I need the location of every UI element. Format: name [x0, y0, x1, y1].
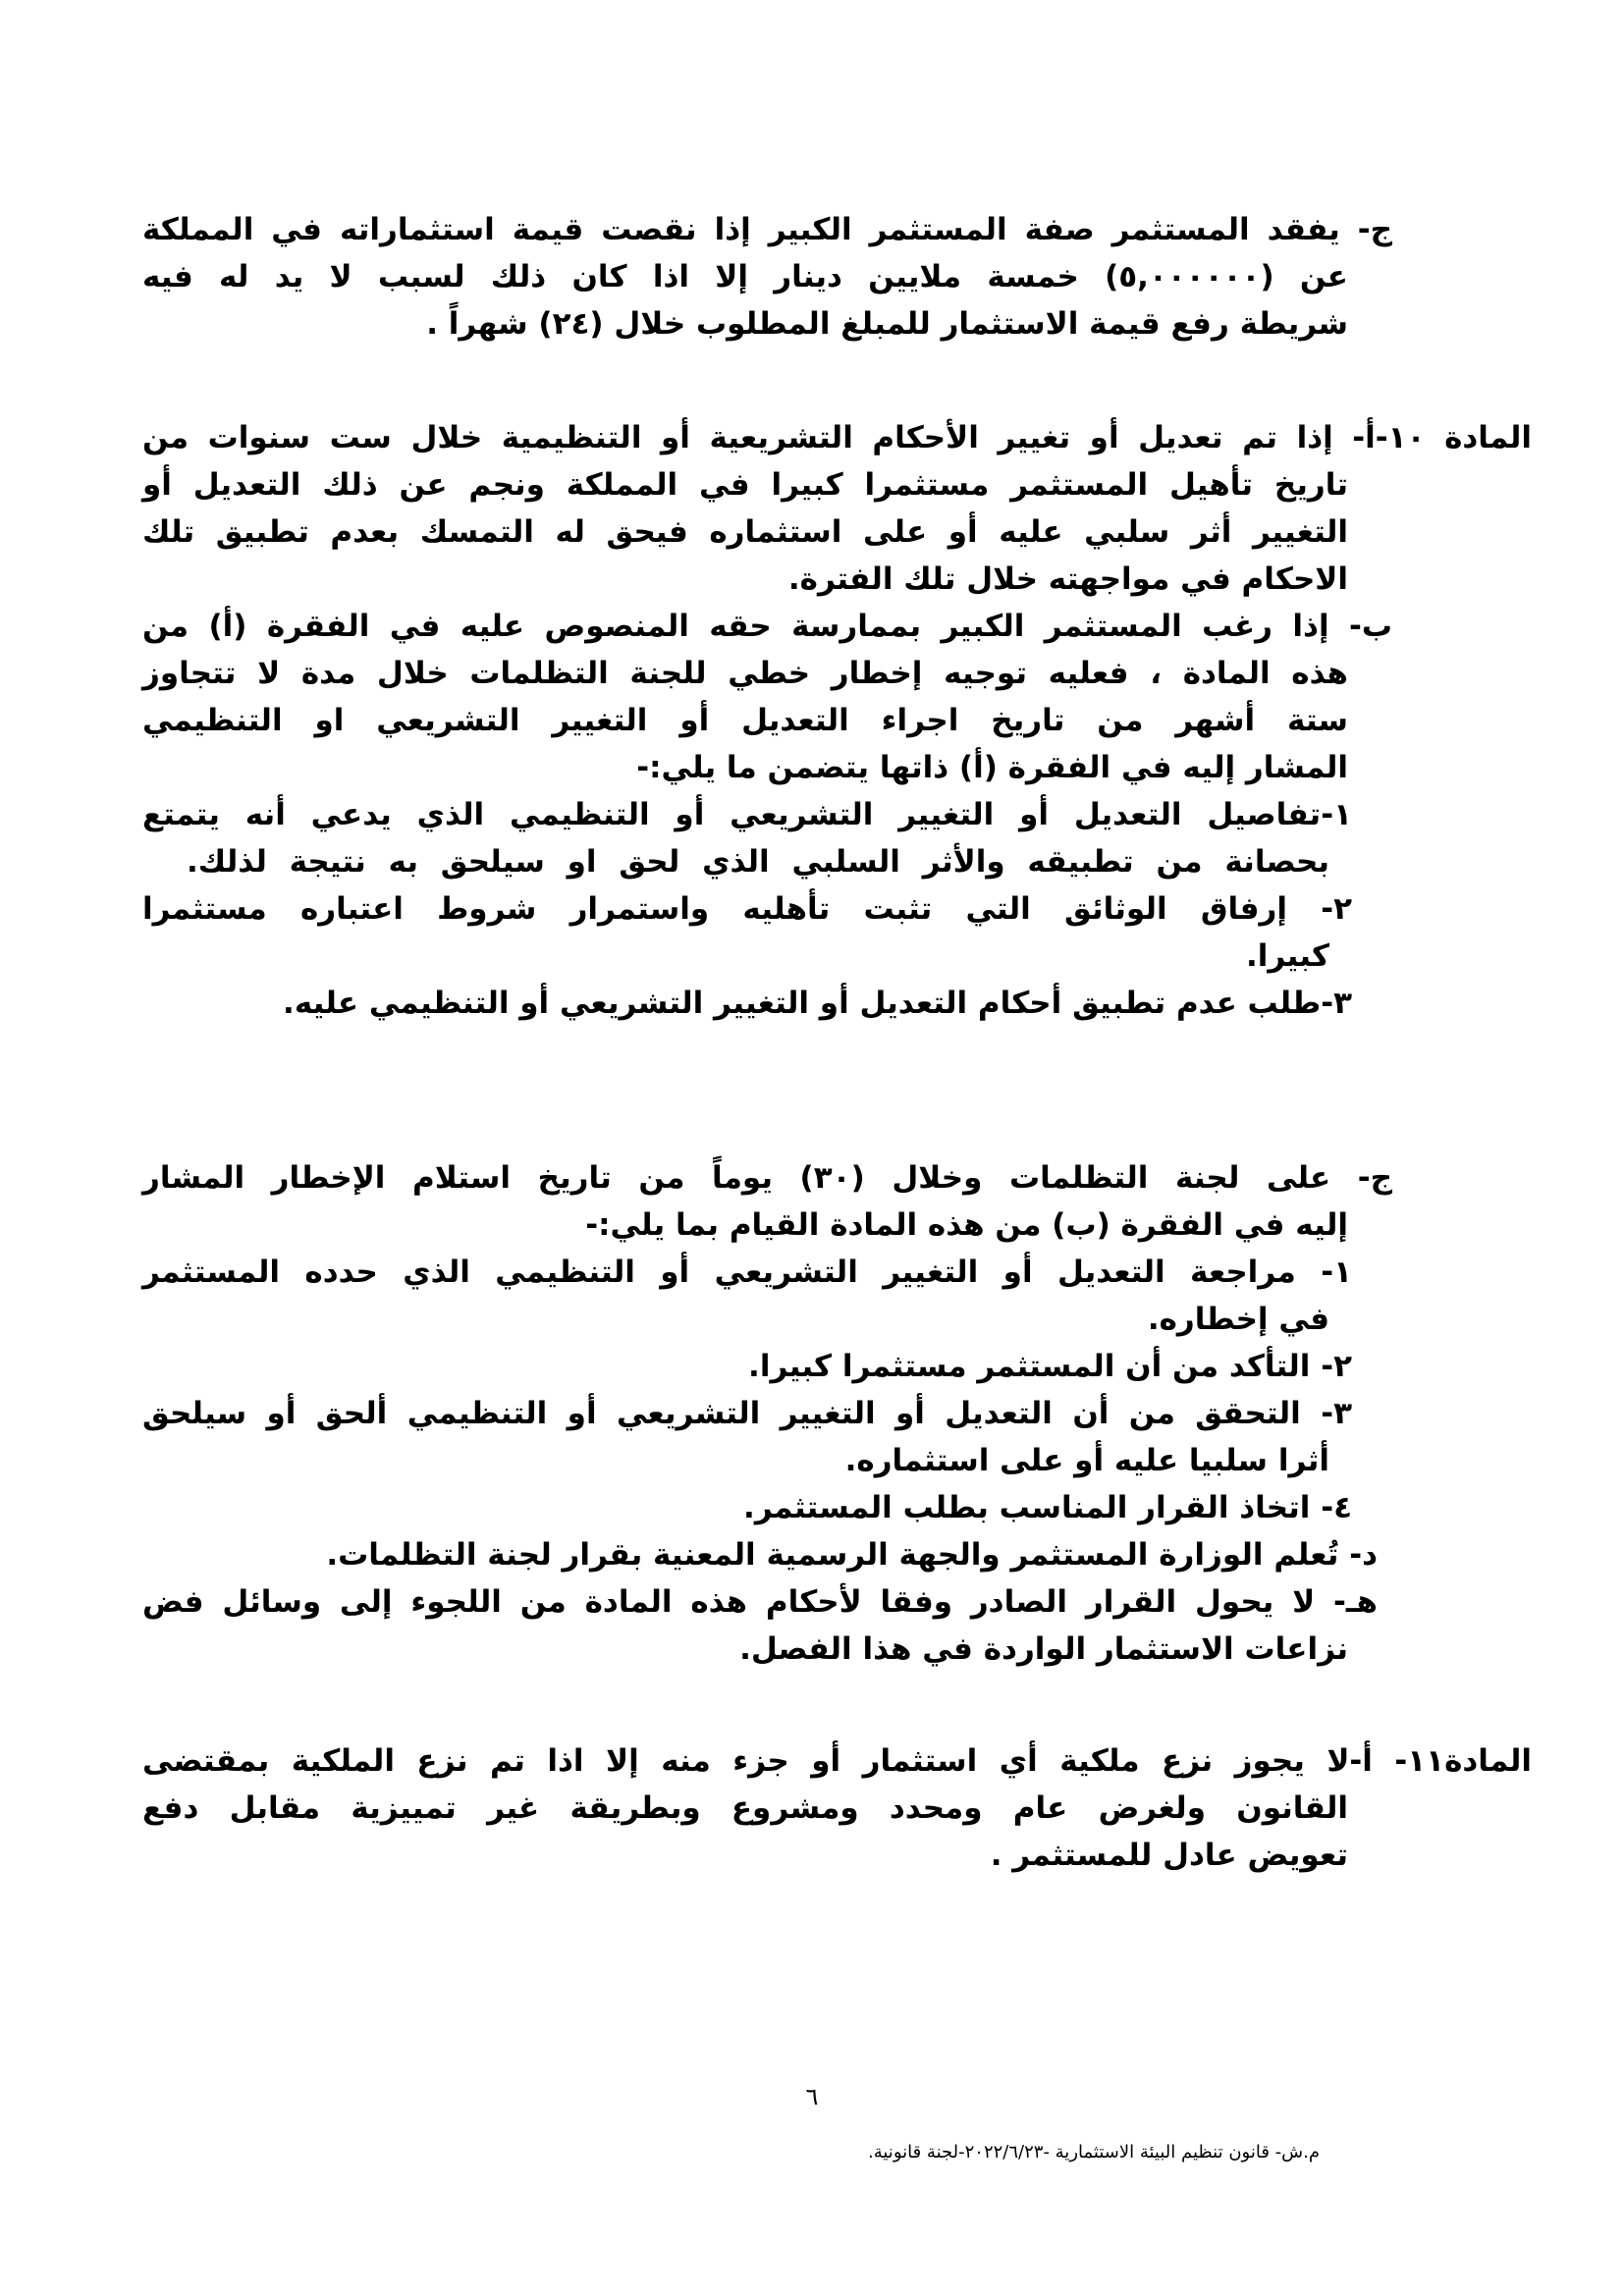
text-line: في إخطاره. [1147, 1302, 1329, 1337]
text-line: بحصانة من تطبيقه والأثر السلبي الذي لحق او سيلحق به نتيجة لذلك. [187, 844, 1329, 880]
text-line: هذه المادة ، فعليه توجيه إخطار خطي للجنة التظلمات خلال مدة لا تتجاوز [142, 656, 1348, 691]
list-item: ٢- إرفاق الوثائق التي تثبت تأهليه واستمرار شروط اعتباره مستثمرا [142, 891, 1352, 927]
text-line: ج- على لجنة التظلمات وخلال (٣٠) يوماً من تاريخ استلام الإخطار المشار [142, 1160, 1392, 1196]
list-item: ١- مراجعة التعديل أو التغيير التشريعي أو التنظيمي الذي حدده المستثمر [142, 1255, 1352, 1290]
text-line: ج- يفقد المستثمر صفة المستثمر الكبير إذا نقصت قيمة استثماراته في المملكة [142, 212, 1392, 247]
text-line: تاريخ تأهيل المستثمر مستثمرا كبيرا في المملكة ونجم عن ذلك التعديل أو [142, 467, 1348, 503]
text-line: الاحكام في مواجهته خلال تلك الفترة. [787, 561, 1348, 597]
text-line: ب- إذا رغب المستثمر الكبير بممارسة حقه المنصوص عليه في الفقرة (أ) من [142, 609, 1392, 644]
list-item: ٤- اتخاذ القرار المناسب بطلب المستثمر. [743, 1490, 1352, 1525]
article-heading-line: المادة١١- أ-لا يجوز نزع ملكية أي استثمار أو جزء منه إلا اذا تم نزع الملكية بمقتضى [142, 1743, 1532, 1779]
article-heading-line: المادة ١٠-أ- إذا تم تعديل أو تغيير الأحكام التشريعية أو التنظيمية خلال ست سنوات من [142, 420, 1532, 455]
page-number: ٦ [805, 2083, 819, 2110]
text-line: التغيير أثر سلبي عليه أو على استثماره فيحق له التمسك بعدم تطبيق تلك [142, 514, 1348, 550]
text-line: القانون ولغرض عام ومحدد ومشروع وبطريقة غير تمييزية مقابل دفع [142, 1790, 1348, 1826]
text-line: كبيرا. [1245, 938, 1329, 974]
text-line: شريطة رفع قيمة الاستثمار للمبلغ المطلوب خلال (٢٤) شهراً . [426, 306, 1348, 342]
text-line: إليه في الفقرة (ب) من هذه المادة القيام بما يلي:- [585, 1207, 1348, 1243]
list-item: ٣- التحقق من أن التعديل أو التغيير التشريعي أو التنظيمي ألحق أو سيلحق [142, 1396, 1352, 1431]
text-line: المشار إليه في الفقرة (أ) ذاتها يتضمن ما يلي:- [636, 750, 1348, 785]
text-line: تعويض عادل للمستثمر . [990, 1838, 1348, 1873]
text-line: عن (٥,٠٠٠٠٠٠) خمسة ملايين دينار إلا اذا كان ذلك لسبب لا يد له فيه [142, 259, 1348, 294]
text-line: د- تُعلم الوزارة المستثمر والجهة الرسمية المعنية بقرار لجنة التظلمات. [326, 1537, 1378, 1573]
text-line: أثرا سلبيا عليه أو على استثماره. [844, 1443, 1329, 1478]
list-item: ٣-طلب عدم تطبيق أحكام التعديل أو التغيير التشريعي أو التنظيمي عليه. [283, 986, 1352, 1021]
text-line: نزاعات الاستثمار الواردة في هذا الفصل. [739, 1631, 1348, 1667]
list-item: ٢- التأكد من أن المستثمر مستثمرا كبيرا. [748, 1349, 1352, 1384]
text-line: ستة أشهر من تاريخ اجراء التعديل أو التغيير التشريعي او التنظيمي [142, 703, 1348, 738]
list-item: ١-تفاصيل التعديل أو التغيير التشريعي أو التنظيمي الذي يدعي أنه يتمتع [142, 797, 1352, 832]
text-line: هـ- لا يحول القرار الصادر وفقا لأحكام هذه المادة من اللجوء إلى وسائل فض [142, 1584, 1378, 1620]
footer-note: م.ش- قانون تنظيم البيئة الاستثمارية -٢٠٢٢/٦/٢٣-لجنة قانونية. [868, 2142, 1320, 2163]
